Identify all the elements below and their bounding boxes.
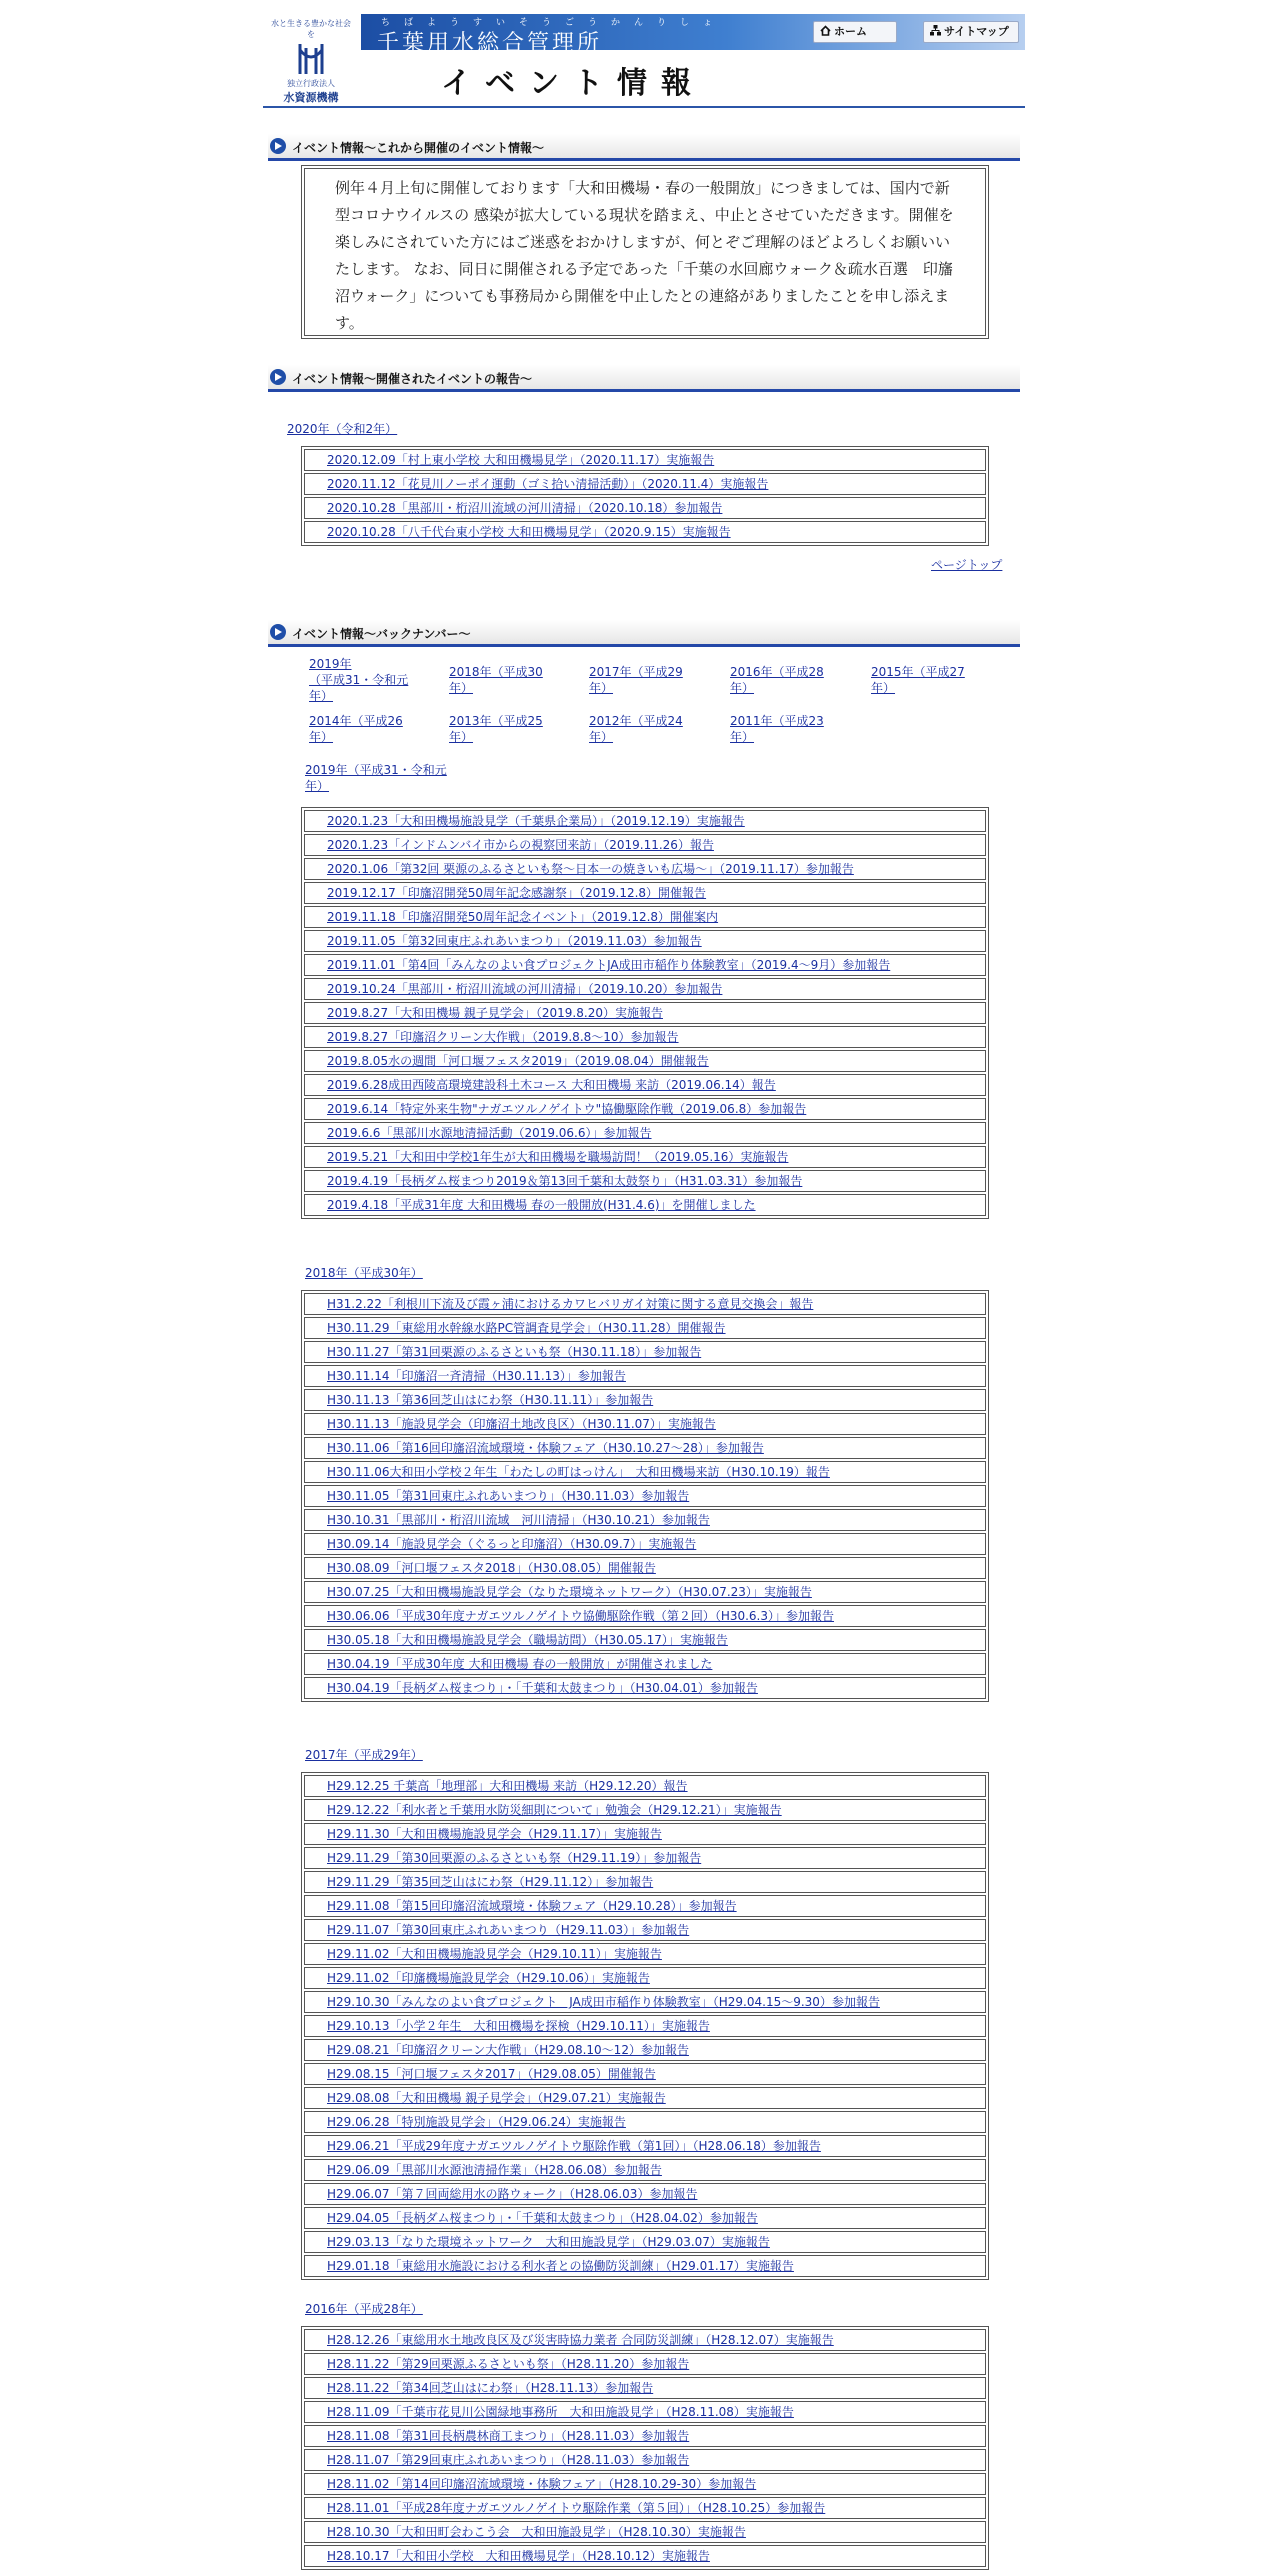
backnumber-year-link[interactable] — [871, 664, 981, 696]
event-report-link[interactable]: H30.04.19「平成30年度 大和田機場 春の一般開放」が開催されました — [327, 1657, 713, 1671]
list-item — [304, 1895, 986, 1917]
event-report-link[interactable]: 2019.12.17「印旛沼開発50周年記念感謝祭」（2019.12.8）開催報告 — [327, 886, 707, 900]
page-title: イベント情報 — [441, 66, 705, 101]
event-report-link[interactable]: H30.11.13「第36回芝山はにわ祭（H30.11.11）」参加報告 — [327, 1393, 654, 1407]
list-item — [304, 834, 986, 856]
event-report-link[interactable]: H30.11.05「第31回東庄ふれあいまつり」（H30.11.03）参加報告 — [327, 1489, 690, 1503]
list-item — [304, 2353, 986, 2375]
event-report-link[interactable]: H30.07.25「大和田機場施設見学会（なりた環境ネットワーク）（H30.07.23）」実施報告 — [327, 1585, 812, 1599]
logo[interactable] — [269, 14, 353, 104]
notice-box — [301, 165, 989, 339]
event-report-link[interactable]: H28.11.02「第14回印旛沼流域環境・体験フェア」（H28.10.29-30）参加報告 — [327, 2477, 757, 2491]
backnumber-year-label: 年） — [730, 681, 755, 695]
backnumber-year-label: 年） — [449, 730, 474, 744]
event-report-link[interactable]: 2020.10.28「八千代台東小学校 大和田機場見学」（2020.9.15）実施報告 — [327, 525, 731, 539]
event-report-link[interactable]: H29.06.09「黒部川水源池清掃作業」（H28.06.08）参加報告 — [327, 2163, 662, 2177]
event-report-link[interactable]: H29.11.02「大和田機場施設見学会（H29.10.11）」実施報告 — [327, 1947, 662, 1961]
list-item — [304, 1533, 986, 1555]
sitemap-label: サイトマップ — [944, 25, 1009, 38]
event-report-link[interactable]: H29.10.30「みんなのよい食プロジェクト JA成田市稲作り体験教室」（H29.04.15～9.30）参加報告 — [327, 1995, 880, 2009]
list-item — [304, 2545, 986, 2567]
backnumber-year-label: 年） — [449, 681, 474, 695]
list-item — [304, 2231, 986, 2253]
year-2018-link[interactable]: 2018年（平成30年） — [305, 1266, 423, 1280]
event-report-link[interactable]: H31.2.22「利根川下流及び霞ヶ浦におけるカワヒバリガイ対策に関する意見交換会」報告 — [327, 1297, 814, 1311]
event-report-link[interactable]: H29.06.28「特別施設見学会」（H29.06.24）実施報告 — [327, 2115, 626, 2129]
list-item — [304, 1194, 986, 1216]
list-item — [304, 497, 986, 519]
event-report-link[interactable]: 2020.1.23「大和田機場施設見学（千葉県企業局）」（2019.12.19）実施報告 — [327, 814, 745, 828]
event-report-link[interactable]: H29.11.29「第30回栗源のふるさといも祭（H29.11.19）」参加報告 — [327, 1851, 702, 1865]
backnumber-year-link[interactable] — [309, 656, 419, 704]
pagetop-link[interactable]: ページトップ — [931, 558, 1003, 572]
list-item — [304, 2401, 986, 2423]
list-item — [304, 473, 986, 495]
list-item — [304, 906, 986, 928]
event-report-link[interactable]: H30.11.06大和田小学校２年生「わたしの町はっけん」 大和田機場来訪（H30.10.19）報告 — [327, 1465, 830, 1479]
list-item — [304, 1146, 986, 1168]
event-report-link[interactable]: H30.04.19「長柄ダム桜まつり」・「千葉和太鼓まつり」（H30.04.01）参加報告 — [327, 1681, 758, 1695]
year-2017-link[interactable]: 2017年（平成29年） — [305, 1748, 423, 1762]
list-item — [304, 978, 986, 1000]
backnumber-year-link[interactable] — [589, 664, 699, 696]
year-2016-list — [301, 2326, 989, 2570]
list-item — [304, 2159, 986, 2181]
list-item — [304, 1919, 986, 1941]
event-report-link[interactable]: H30.08.09「河口堰フェスタ2018」（H30.08.05）開催報告 — [327, 1561, 656, 1575]
event-report-link[interactable]: 2019.4.19「長柄ダム桜まつり2019＆第13回千葉和太鼓祭り」（H31.03.31）参加報告 — [327, 1174, 803, 1188]
year-2018-list — [301, 1290, 989, 1702]
section-header-reports — [268, 365, 1020, 392]
list-item — [304, 2183, 986, 2205]
backnumber-year-label: 2012年（平成24 — [589, 714, 683, 728]
event-report-link[interactable]: H29.08.21「印旛沼クリーン大作戦」（H29.08.10～12）参加報告 — [327, 2043, 689, 2057]
list-item — [304, 2425, 986, 2447]
list-item — [304, 2111, 986, 2133]
logo-org-type: 独立行政法人 — [287, 79, 335, 88]
logo-tagline: 水と生きる豊かな社会を — [271, 19, 351, 39]
event-report-link[interactable]: H28.11.22「第29回栗源ふるさといも祭」（H28.11.20）参加報告 — [327, 2357, 690, 2371]
list-item — [304, 930, 986, 952]
office-name-ruby: ちばようすいそうごうかんりしょ — [381, 18, 727, 28]
logo-org-name: 水資源機構 — [283, 91, 339, 104]
event-report-link[interactable]: H29.11.08「第15回印旛沼流域環境・体験フェア（H29.10.28）」参加報告 — [327, 1899, 737, 1913]
event-report-link[interactable]: H30.11.13「施設見学会（印旛沼土地改良区）（H30.11.07）」実施報告 — [327, 1417, 716, 1431]
event-report-link[interactable]: H30.11.06「第16回印旛沼流域環境・体験フェア（H30.10.27～28）」参加報告 — [327, 1441, 764, 1455]
year-2016-link[interactable]: 2016年（平成28年） — [305, 2302, 423, 2316]
list-item — [304, 1509, 986, 1531]
backnumber-year-label: （平成31・令和元 — [309, 673, 409, 687]
event-report-link[interactable]: H29.06.21「平成29年度ナガエツルノゲイトウ駆除作戦（第1回）」（H28.06.18）参加報告 — [327, 2139, 821, 2153]
sitemap-button[interactable] — [923, 21, 1019, 43]
event-report-link[interactable]: 2019.11.01「第4回「みんなのよい食プロジェクトJA成田市稲作り体験教室」（2019.4～9月）参加報告 — [327, 958, 891, 972]
list-item — [304, 1677, 986, 1699]
backnumber-year-link[interactable] — [730, 713, 840, 745]
year-2020-link[interactable]: 2020年（令和2年） — [287, 422, 398, 436]
list-item — [304, 1823, 986, 1845]
event-report-link[interactable]: H30.11.27「第31回栗源のふるさといも祭（H30.11.18）」参加報告 — [327, 1345, 702, 1359]
list-item — [304, 2063, 986, 2085]
event-report-link[interactable]: H30.11.29「東総用水幹線水路PC管調査見学会」（H30.11.28）開催報告 — [327, 1321, 726, 1335]
event-report-link[interactable]: H29.11.30「大和田機場施設見学会（H29.11.17）」実施報告 — [327, 1827, 662, 1841]
backnumber-year-label: 2019年 — [309, 657, 352, 671]
list-item — [304, 2015, 986, 2037]
list-item — [304, 1389, 986, 1411]
backnumber-year-label: 年） — [589, 730, 614, 744]
backnumber-year-label: 年） — [589, 681, 614, 695]
event-report-link[interactable]: 2019.10.24「黒部川・桁沼川流域の河川清掃」（2019.10.20）参加報告 — [327, 982, 723, 996]
event-report-link[interactable]: H28.12.26「東総用水土地改良区及び災害時協力業者 合同防災訓練」（H28.12.07）実施報告 — [327, 2333, 834, 2347]
list-item — [304, 2087, 986, 2109]
event-report-link[interactable]: 2019.8.05水の週間「河口堰フェスタ2019」（2019.08.04）開催報告 — [327, 1054, 709, 1068]
list-item — [304, 1485, 986, 1507]
arrow-circle-icon — [270, 138, 286, 154]
list-item — [304, 882, 986, 904]
backnumber-year-link[interactable] — [589, 713, 699, 745]
list-item — [304, 1293, 986, 1315]
section-title: イベント情報～バックナンバー～ — [292, 627, 471, 641]
header-banner — [361, 14, 1025, 56]
event-report-link[interactable]: 2019.8.27「大和田機場 親子見学会」（2019.8.20）実施報告 — [327, 1006, 663, 1020]
event-report-link[interactable]: 2020.11.12「花見川ノーポイ運動（ゴミ拾い清掃活動）」（2020.11.4）実施報告 — [327, 477, 769, 491]
list-item — [304, 2207, 986, 2229]
event-report-link[interactable]: 2019.6.6「黒部川水源地清掃活動（2019.06.6）」参加報告 — [327, 1126, 652, 1140]
backnumber-year-link[interactable] — [309, 713, 419, 745]
list-item — [304, 1799, 986, 1821]
list-item — [304, 1122, 986, 1144]
backnumber-year-link[interactable] — [449, 713, 559, 745]
backnumber-year-label: 年） — [309, 730, 334, 744]
list-item — [304, 1002, 986, 1024]
list-item — [304, 521, 986, 543]
backnumber-year-label: 2016年（平成28 — [730, 665, 824, 679]
event-report-link[interactable]: 2019.8.27「印旛沼クリーン大作戦」（2019.8.8～10）参加報告 — [327, 1030, 679, 1044]
event-report-link[interactable]: H29.10.13「小学２年生 大和田機場を探検（H29.10.11）」実施報告 — [327, 2019, 710, 2033]
list-item — [304, 1413, 986, 1435]
list-item — [304, 449, 986, 471]
event-report-link[interactable]: H30.09.14「施設見学会（ぐるっと印旛沼）（H30.09.7）」実施報告 — [327, 1537, 697, 1551]
arrow-circle-icon — [270, 624, 286, 640]
list-item — [304, 2039, 986, 2061]
event-report-link[interactable]: H29.12.22「利水者と千葉用水防災細則について」勉強会（H29.12.21）」実施報告 — [327, 1803, 782, 1817]
event-report-link[interactable]: 2020.1.23「インドムンバイ市からの視察団来訪」（2019.11.26）報告 — [327, 838, 714, 852]
list-item — [304, 1437, 986, 1459]
event-report-link[interactable]: H30.05.18「大和田機場施設見学会（職場訪問）（H30.05.17）」実施報告 — [327, 1633, 728, 1647]
year-2020-list — [301, 446, 989, 546]
year-2017-list — [301, 1772, 989, 2280]
list-item — [304, 1605, 986, 1627]
home-label: ホーム — [834, 25, 867, 38]
year-2019-list — [301, 807, 989, 1219]
event-report-link[interactable]: 2019.4.18「平成31年度 大和田機場 春の一般開放(H31.4.6)」を開催しました — [327, 1198, 756, 1212]
event-report-link[interactable]: H30.11.14「印旛沼一斉清掃（H30.11.13）」参加報告 — [327, 1369, 626, 1383]
list-item — [304, 1074, 986, 1096]
event-report-link[interactable]: 2019.11.18「印旛沼開発50周年記念イベント」（2019.12.8）開催案内 — [327, 910, 719, 924]
list-item — [304, 1170, 986, 1192]
backnumber-year-label: 年） — [309, 689, 334, 703]
list-item — [304, 1365, 986, 1387]
event-report-link[interactable]: H28.11.09「千葉市花見川公園緑地事務所 大和田施設見学」（H28.11.08）実施報告 — [327, 2405, 794, 2419]
header — [263, 0, 1025, 108]
list-item — [304, 1341, 986, 1363]
event-report-link[interactable]: H28.11.01「平成28年度ナガエツルノゲイトウ駆除作業（第５回）」（H28.10.25）参加報告 — [327, 2501, 826, 2515]
list-item — [304, 1847, 986, 1869]
list-item — [304, 1098, 986, 1120]
event-report-link[interactable]: H29.03.13「なりた環境ネットワーク 大和田施設見学」（H29.03.07）実施報告 — [327, 2235, 770, 2249]
event-report-link[interactable]: H29.01.18「東総用水施設における利水者との協働防災訓練」（H29.01.17）実施報告 — [327, 2259, 794, 2273]
home-icon — [820, 23, 831, 34]
page — [263, 0, 1025, 2563]
section-title: イベント情報～これから開催のイベント情報～ — [292, 141, 545, 155]
event-report-link[interactable]: H29.12.25 千葉高「地理部」大和田機場 来訪（H29.12.20）報告 — [327, 1779, 688, 1793]
list-item — [304, 858, 986, 880]
section-title: イベント情報～開催されたイベントの報告～ — [292, 372, 533, 386]
notice-text: 例年４月上旬に開催しております「大和田機場・春の一般開放」につきましては、国内で新型コロナウイルスの 感染が拡大している現状を踏まえ、中止とさせていただきます。開催を楽しみにされていた方にはご迷惑をおかけしますが、何とぞご理解のほどよろしくお願いいたします。 なお、同日に開催される予定であった「千葉の水回廊ウォーク＆疏水百選 印旛沼ウォーク」についても事務局から開催を中止したとの連絡がありましたことを申し添えます。 — [304, 168, 986, 336]
year-2019-label-line1: 2019年（平成31・令和元 — [305, 763, 447, 777]
water-drop-logo-icon — [294, 42, 328, 76]
list-item — [304, 2497, 986, 2519]
list-item — [304, 1026, 986, 1048]
backnumber-year-label: 2015年（平成27 — [871, 665, 965, 679]
event-report-link[interactable]: H28.10.30「大和田町会わこう会 大和田施設見学」（H28.10.30）実施報告 — [327, 2525, 746, 2539]
list-item — [304, 2329, 986, 2351]
list-item — [304, 1629, 986, 1651]
list-item — [304, 1775, 986, 1797]
header-divider — [263, 106, 1025, 108]
list-item — [304, 1943, 986, 1965]
event-report-link[interactable]: 2019.6.14「特定外来生物"ナガエツルノゲイトウ"協働駆除作戦（2019.06.8）参加報告 — [327, 1102, 807, 1116]
event-report-link[interactable]: 2019.11.05「第32回東庄ふれあいまつり」（2019.11.03）参加報告 — [327, 934, 702, 948]
event-report-link[interactable]: 2020.1.06「第32回 栗源のふるさといも祭～日本一の焼きいも広場～」（2019.11.17）参加報告 — [327, 862, 854, 876]
backnumber-year-label: 2018年（平成30 — [449, 665, 543, 679]
backnumber-year-link[interactable] — [449, 664, 559, 696]
list-item — [304, 1871, 986, 1893]
list-item — [304, 2473, 986, 2495]
event-report-link[interactable]: H28.11.07「第29回東庄ふれあいまつり」（H28.11.03）参加報告 — [327, 2453, 690, 2467]
office-name: 千葉用水総合管理所 — [377, 31, 603, 56]
event-report-link[interactable]: H29.06.07「第７回両総用水の路ウォーク」（H28.06.03）参加報告 — [327, 2187, 698, 2201]
year-2019-link[interactable] — [305, 762, 447, 794]
event-report-link[interactable]: H29.11.29「第35回芝山はにわ祭（H29.11.12）」参加報告 — [327, 1875, 654, 1889]
event-report-link[interactable]: H28.11.08「第31回長柄農林商工まつり」（H28.11.03）参加報告 — [327, 2429, 690, 2443]
list-item — [304, 2377, 986, 2399]
event-report-link[interactable]: H28.10.17「大和田小学校 大和田機場見学」（H28.10.12）実施報告 — [327, 2549, 710, 2563]
list-item — [304, 1557, 986, 1579]
list-item — [304, 954, 986, 976]
backnumber-year-label: 2013年（平成25 — [449, 714, 543, 728]
event-report-link[interactable]: H29.04.05「長柄ダム桜まつり」・「千葉和太鼓まつり」（H28.04.02）参加報告 — [327, 2211, 758, 2225]
section-header-backnumber — [268, 620, 1020, 647]
backnumber-year-label: 年） — [730, 730, 755, 744]
event-report-link[interactable]: H30.10.31「黒部川・桁沼川流域 河川清掃」（H30.10.21）参加報告 — [327, 1513, 710, 1527]
backnumber-year-label: 2014年（平成26 — [309, 714, 403, 728]
list-item — [304, 2449, 986, 2471]
event-report-link[interactable]: H28.11.22「第34回芝山はにわ祭」（H28.11.13）参加報告 — [327, 2381, 654, 2395]
event-report-link[interactable]: 2020.12.09「村上東小学校 大和田機場見学」（2020.11.17）実施報告 — [327, 453, 715, 467]
sitemap-icon — [930, 23, 941, 34]
event-report-link[interactable]: H29.11.02「印旛機場施設見学会（H29.10.06）」実施報告 — [327, 1971, 650, 1985]
list-item — [304, 2135, 986, 2157]
event-report-link[interactable]: H29.08.08「大和田機場 親子見学会」（H29.07.21）実施報告 — [327, 2091, 666, 2105]
list-item — [304, 1581, 986, 1603]
list-item — [304, 1461, 986, 1483]
backnumber-year-link[interactable] — [730, 664, 840, 696]
event-report-link[interactable]: 2019.5.21「大和田中学校1年生が大和田機場を職場訪問！（2019.05.16）実施報告 — [327, 1150, 789, 1164]
list-item — [304, 2521, 986, 2543]
list-item — [304, 1317, 986, 1339]
event-report-link[interactable]: 2020.10.28「黒部川・桁沼川流域の河川清掃」（2020.10.18）参加報告 — [327, 501, 723, 515]
backnumber-year-label: 年） — [871, 681, 896, 695]
backnumber-year-label: 2017年（平成29 — [589, 665, 683, 679]
list-item — [304, 810, 986, 832]
event-report-link[interactable]: H29.11.07「第30回東庄ふれあいまつり（H29.11.03）」参加報告 — [327, 1923, 690, 1937]
list-item — [304, 1050, 986, 1072]
list-item — [304, 1653, 986, 1675]
section-header-upcoming — [268, 134, 1020, 161]
list-item — [304, 2255, 986, 2277]
backnumber-year-label: 2011年（平成23 — [730, 714, 824, 728]
event-report-link[interactable]: 2019.6.28成田西陵高環境建設科土木コース 大和田機場 来訪（2019.06.14）報告 — [327, 1078, 776, 1092]
event-report-link[interactable]: H29.08.15「河口堰フェスタ2017」（H29.08.05）開催報告 — [327, 2067, 656, 2081]
arrow-circle-icon — [270, 369, 286, 385]
list-item — [304, 1991, 986, 2013]
event-report-link[interactable]: H30.06.06「平成30年度ナガエツルノゲイトウ協働駆除作戦（第２回）（H30.6.3）」参加報告 — [327, 1609, 835, 1623]
home-button[interactable] — [813, 21, 897, 43]
year-2019-label-line2: 年） — [305, 779, 330, 793]
list-item — [304, 1967, 986, 1989]
